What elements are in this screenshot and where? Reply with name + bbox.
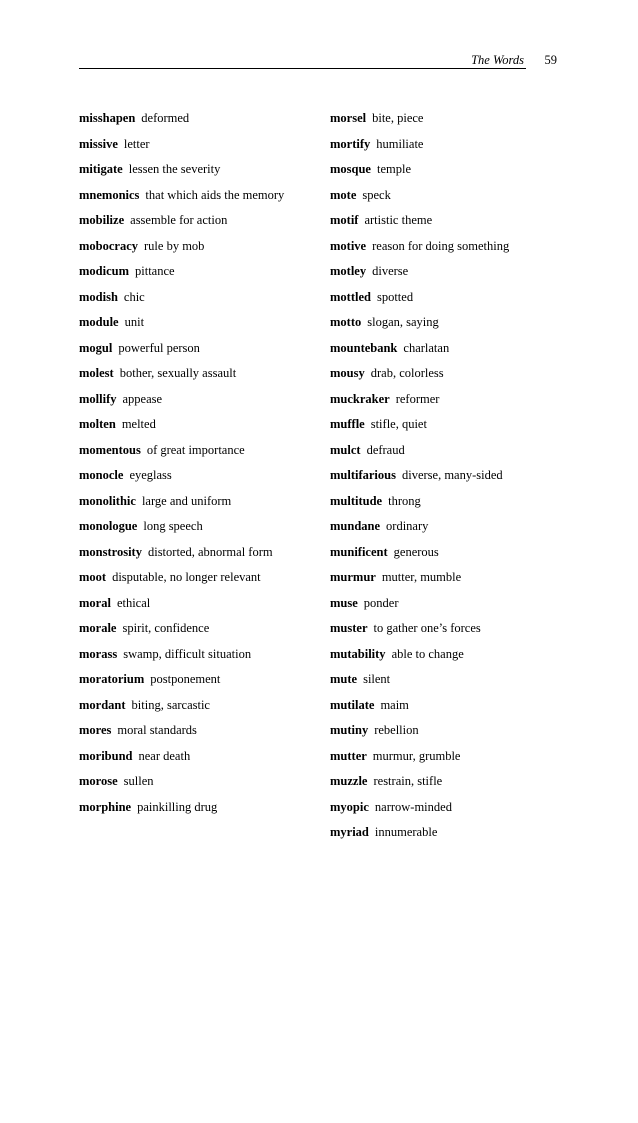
entry-definition: generous: [393, 544, 439, 559]
entry-word: moot: [79, 570, 107, 584]
glossary-entry: [79, 187, 297, 204]
entry-word: mnemonics: [79, 187, 140, 202]
entry-word: mollify: [79, 391, 117, 406]
glossary-entry: [79, 748, 297, 765]
entry-definition: ethical: [116, 595, 151, 610]
glossary-entry: [330, 646, 562, 663]
entry-word: motif: [330, 213, 359, 227]
entry-definition: lessen the severity: [128, 162, 221, 176]
glossary-entry: [79, 365, 297, 382]
entry-word: morsel: [330, 111, 367, 125]
entry-word: mogul: [79, 340, 113, 355]
entry-definition: distorted, abnormal form: [147, 544, 273, 559]
entry-word: mitigate: [79, 162, 123, 176]
glossary-entry: [330, 493, 562, 510]
entry-word: mordant: [79, 697, 126, 712]
entry-word: moribund: [79, 748, 133, 763]
entry-definition: assemble for action: [130, 213, 228, 227]
entry-definition: mutter, mumble: [381, 570, 462, 584]
entry-word: moral: [79, 595, 111, 610]
glossary-entry: [79, 391, 297, 408]
entry-word: mousy: [330, 366, 365, 380]
entry-definition: diverse, many-sided: [401, 468, 503, 482]
glossary-entry: [79, 722, 297, 739]
glossary-entry: [330, 365, 562, 382]
entry-word: mosque: [330, 162, 371, 176]
entry-definition: innumerable: [374, 825, 438, 839]
entry-definition: that which aids the memory: [145, 187, 285, 202]
entry-word: muffle: [330, 417, 365, 431]
entry-word: monocle: [79, 468, 124, 482]
entry-definition: moral standards: [117, 723, 197, 737]
entry-definition: reason for doing something: [372, 238, 510, 253]
entry-word: mottled: [330, 289, 371, 304]
glossary-entry: [330, 595, 562, 612]
entry-word: module: [79, 315, 119, 329]
glossary-entry: [79, 493, 297, 510]
glossary-entry: [79, 314, 297, 331]
entry-definition: long speech: [143, 519, 203, 533]
entry-word: monolithic: [79, 493, 136, 508]
entry-definition: large and uniform: [141, 493, 232, 508]
glossary-entry: [330, 518, 562, 535]
entry-word: molest: [79, 366, 114, 380]
entry-word: mutability: [330, 646, 386, 661]
entry-definition: ordinary: [386, 519, 429, 533]
entry-word: mobocracy: [79, 238, 139, 253]
entry-definition: narrow-minded: [374, 799, 452, 814]
entry-definition: to gather one’s forces: [373, 621, 481, 635]
glossary-entry: [330, 697, 562, 714]
entry-word: missive: [79, 136, 118, 151]
entry-definition: unit: [124, 315, 145, 329]
entry-word: multifarious: [330, 468, 396, 482]
glossary-entry: [330, 442, 562, 459]
entry-word: muster: [330, 621, 368, 635]
entry-definition: drab, colorless: [370, 366, 444, 380]
glossary-entry: [79, 697, 297, 714]
entry-word: modicum: [79, 264, 129, 278]
entry-word: monologue: [79, 519, 138, 533]
glossary-entry: [79, 773, 297, 790]
entry-definition: temple: [376, 162, 411, 176]
glossary-entry: [330, 314, 562, 331]
entry-word: morale: [79, 621, 117, 635]
entry-word: morass: [79, 646, 118, 661]
entry-definition: chic: [123, 289, 145, 304]
glossary-entry: [330, 238, 562, 255]
right-column: [330, 110, 562, 850]
glossary-entry: [330, 416, 562, 433]
entry-word: motive: [330, 238, 367, 253]
entry-word: monstrosity: [79, 544, 142, 559]
entry-word: morose: [79, 774, 118, 788]
glossary-entry: [79, 595, 297, 612]
entry-word: mountebank: [330, 340, 398, 355]
entry-word: molten: [79, 417, 116, 431]
entry-word: motley: [330, 264, 367, 278]
glossary-entry: [79, 518, 297, 535]
entry-word: momentous: [79, 442, 141, 457]
entry-definition: spirit, confidence: [122, 621, 210, 635]
entry-word: mute: [330, 672, 358, 686]
glossary-entry: [79, 289, 297, 306]
glossary-entry: [79, 569, 297, 586]
glossary-entry: [330, 671, 562, 688]
entry-definition: throng: [388, 493, 421, 508]
entry-word: mutilate: [330, 697, 375, 712]
glossary-entry: [79, 544, 297, 561]
glossary-entry: [79, 416, 297, 433]
entry-word: mobilize: [79, 213, 125, 227]
glossary-entry: [79, 671, 297, 688]
entry-word: munificent: [330, 544, 388, 559]
glossary-entry: [330, 263, 562, 280]
entry-word: mutiny: [330, 723, 369, 737]
entry-word: moratorium: [79, 672, 145, 686]
entry-definition: rule by mob: [144, 238, 205, 253]
entry-definition: painkilling drug: [137, 799, 218, 814]
entry-definition: ponder: [363, 595, 399, 610]
glossary-entry: [79, 799, 297, 816]
entry-word: mortify: [330, 136, 371, 151]
entry-word: mulct: [330, 442, 361, 457]
entry-definition: sullen: [123, 774, 154, 788]
entry-definition: disputable, no longer relevant: [112, 570, 261, 584]
entry-word: myriad: [330, 825, 369, 839]
glossary-entry: [330, 212, 562, 229]
entry-word: motto: [330, 315, 362, 329]
left-column: [79, 110, 297, 824]
glossary-entry: [79, 620, 297, 637]
glossary-entry: [330, 748, 562, 765]
glossary-entry: [330, 620, 562, 637]
entry-word: myopic: [330, 799, 369, 814]
glossary-entry: [79, 340, 297, 357]
entry-word: multitude: [330, 493, 383, 508]
glossary-entry: [79, 110, 297, 127]
entry-definition: rebellion: [374, 723, 419, 737]
glossary-entry: [330, 340, 562, 357]
entry-definition: postponement: [150, 672, 221, 686]
glossary-entry: [79, 263, 297, 280]
entry-definition: deformed: [141, 111, 190, 125]
glossary-entry: [330, 136, 562, 153]
entry-word: mote: [330, 187, 357, 202]
glossary-entry: [330, 544, 562, 561]
entry-definition: letter: [123, 136, 150, 151]
entry-definition: silent: [363, 672, 391, 686]
entry-word: muzzle: [330, 774, 368, 788]
entry-definition: pittance: [135, 264, 175, 278]
glossary-entry: [330, 391, 562, 408]
entry-word: misshapen: [79, 111, 136, 125]
page-header: [79, 52, 560, 70]
entry-word: mundane: [330, 519, 381, 533]
glossary-entry: [330, 799, 562, 816]
glossary-entry: [330, 722, 562, 739]
entry-definition: eyeglass: [129, 468, 172, 482]
entry-definition: melted: [121, 417, 156, 431]
entry-definition: bother, sexually assault: [119, 366, 237, 380]
entry-word: morphine: [79, 799, 132, 814]
entry-definition: slogan, saying: [367, 315, 439, 329]
entry-definition: of great importance: [146, 442, 245, 457]
entry-definition: speck: [362, 187, 391, 202]
entry-definition: diverse: [372, 264, 409, 278]
entry-definition: swamp, difficult situation: [123, 646, 252, 661]
entry-definition: murmur, grumble: [372, 748, 461, 763]
glossary-entry: [330, 569, 562, 586]
glossary-entry: [79, 136, 297, 153]
header-rule: [79, 68, 526, 69]
glossary-entry: [79, 212, 297, 229]
glossary-entry: [79, 238, 297, 255]
entry-word: mores: [79, 723, 112, 737]
glossary-entry: [330, 773, 562, 790]
entry-definition: spotted: [376, 289, 414, 304]
page-number: 59: [544, 53, 557, 67]
entry-definition: restrain, stifle: [373, 774, 443, 788]
entry-word: modish: [79, 289, 118, 304]
glossary-entry: [330, 824, 562, 841]
entry-definition: appease: [122, 391, 163, 406]
entry-word: mutter: [330, 748, 367, 763]
running-title: The Words: [471, 53, 524, 67]
entry-definition: reformer: [395, 391, 440, 406]
glossary-entry: [79, 646, 297, 663]
entry-word: muckraker: [330, 391, 390, 406]
entry-definition: able to change: [391, 646, 464, 661]
glossary-entry: [330, 110, 562, 127]
entry-word: muse: [330, 595, 358, 610]
glossary-entry: [79, 467, 297, 484]
entry-definition: artistic theme: [364, 213, 433, 227]
glossary-entry: [79, 442, 297, 459]
glossary-entry: [330, 161, 562, 178]
glossary-entry: [330, 467, 562, 484]
entry-word: murmur: [330, 570, 376, 584]
entry-definition: defraud: [366, 442, 405, 457]
entry-definition: maim: [380, 697, 409, 712]
glossary-entry: [79, 161, 297, 178]
entry-definition: biting, sarcastic: [131, 697, 210, 712]
entry-definition: charlatan: [403, 340, 450, 355]
entry-definition: stifle, quiet: [370, 417, 427, 431]
entry-definition: near death: [138, 748, 191, 763]
entry-definition: bite, piece: [372, 111, 424, 125]
entry-definition: humiliate: [376, 136, 424, 151]
entry-definition: powerful person: [118, 340, 200, 355]
glossary-entry: [330, 187, 562, 204]
glossary-entry: [330, 289, 562, 306]
